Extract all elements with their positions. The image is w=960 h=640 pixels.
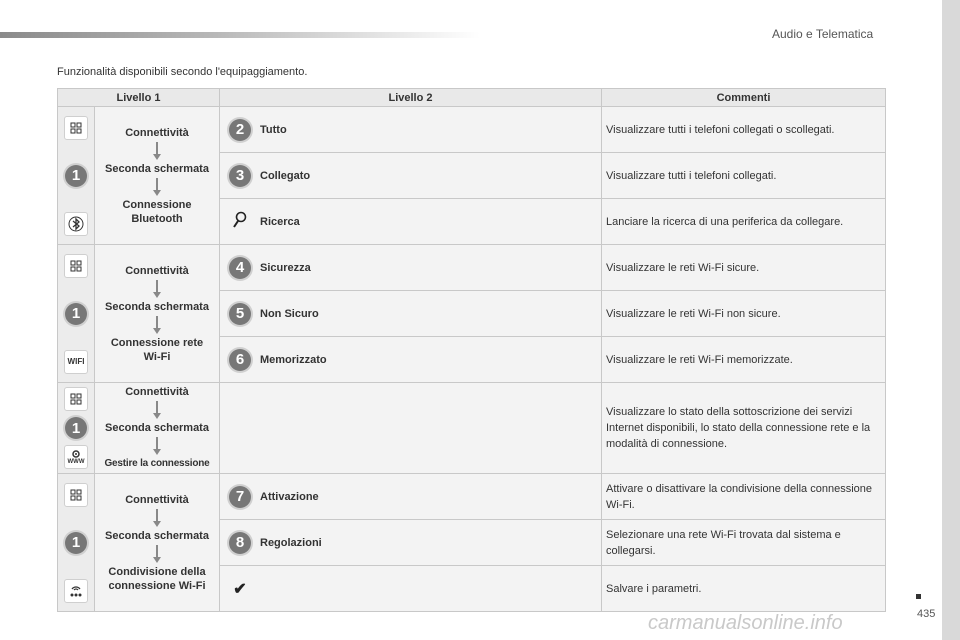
comment-cell: Visualizzare tutti i telefoni collegati o scollegati.: [602, 107, 886, 153]
level2-label: Non Sicuro: [260, 307, 319, 320]
flow-step-bluetooth: Connessione Bluetooth: [122, 198, 192, 225]
level1-flow: [95, 245, 220, 383]
section-title: Audio e Telematica: [772, 27, 874, 41]
wifi-icon-label: WIFI: [67, 357, 85, 366]
flow-step-seconda-schermata: Seconda schermata: [105, 422, 209, 434]
level2-label: Collegato: [260, 169, 311, 182]
comment-cell: Visualizzare le reti Wi-Fi non sicure.: [602, 291, 886, 337]
comment-cell: Selezionare una rete Wi-Fi trovata dal sistema e collegarsi.: [602, 520, 886, 566]
level2-cell: [220, 566, 602, 612]
hotspot-icon: [64, 579, 88, 603]
level1-flow: [95, 474, 220, 612]
step-badge: 4: [229, 257, 251, 279]
level2-cell: [220, 474, 602, 520]
level2-cell: [220, 153, 602, 199]
comment-cell: Salvare i parametri.: [602, 566, 886, 612]
grid-icon: [64, 483, 88, 507]
comment-cell: Visualizzare le reti Wi-Fi memorizzate.: [602, 337, 886, 383]
page-edge-strip: [942, 0, 960, 640]
flow-step-gestire-connessione: Gestire la connessione: [104, 458, 210, 469]
arrow-down-icon: [95, 545, 219, 563]
arrow-down-icon: [95, 509, 219, 527]
comment-cell: Attivare o disattivare la condivisione della connessione Wi-Fi.: [602, 474, 886, 520]
intro-text: Funzionalità disponibili secondo l'equipaggiamento.: [57, 66, 308, 78]
step-badge: 6: [229, 349, 251, 371]
table-row: [58, 383, 886, 474]
level2-cell: [220, 245, 602, 291]
step-badge: 3: [229, 165, 251, 187]
flow-step-connettivita: Connettività: [125, 126, 189, 139]
wifi-icon: [64, 350, 88, 374]
comment-cell: Visualizzare lo stato della sottoscrizione dei servizi Internet disponibili, lo stato della connessione rete e la modalità di connessione.: [602, 383, 886, 474]
step-badge: 8: [229, 532, 251, 554]
grid-icon: [64, 116, 88, 140]
www-icon-label: WWW: [67, 459, 85, 465]
comment-cell: Visualizzare le reti Wi-Fi sicure.: [602, 245, 886, 291]
page-number: 435: [917, 608, 936, 620]
level2-cell: [220, 199, 602, 245]
level2-label: Regolazioni: [260, 536, 322, 549]
step-badge: 2: [229, 119, 251, 141]
level1-icons: [58, 245, 95, 383]
level2-cell: [220, 107, 602, 153]
header-level1: Livello 1: [58, 89, 220, 107]
step-badge: 5: [229, 303, 251, 325]
flow-step-seconda-schermata: Seconda schermata: [105, 162, 209, 175]
arrow-down-icon: [95, 437, 219, 455]
settings-table: [57, 88, 886, 612]
watermark: carmanualsonline.info: [648, 612, 843, 634]
arrow-down-icon: [95, 178, 219, 196]
level2-label: Tutto: [260, 123, 287, 136]
level2-cell: [220, 383, 602, 474]
level2-cell: [220, 520, 602, 566]
level2-cell: [220, 337, 602, 383]
level2-label: Ricerca: [260, 215, 300, 228]
page-marker: [916, 594, 921, 599]
search-icon: [232, 211, 248, 232]
flow-step-connettivita: Connettività: [125, 264, 189, 277]
level2-label: Sicurezza: [260, 261, 311, 274]
header-bar: [0, 32, 480, 38]
table-row: [58, 474, 886, 520]
level2-label: Memorizzato: [260, 353, 327, 366]
flow-step-seconda-schermata: Seconda schermata: [105, 529, 209, 542]
header-comments: Commenti: [602, 89, 886, 107]
level1-icons: [58, 474, 95, 612]
flow-step-wifi: Connessione rete Wi-Fi: [110, 336, 204, 363]
level1-flow: [95, 107, 220, 245]
flow-step-seconda-schermata: Seconda schermata: [105, 300, 209, 313]
table-row: [58, 107, 886, 153]
level1-icons: [58, 383, 95, 474]
www-gear-icon: [64, 445, 88, 469]
level2-cell: [220, 291, 602, 337]
arrow-down-icon: [95, 142, 219, 160]
step-badge: 1: [65, 532, 87, 554]
table-row: [58, 245, 886, 291]
flow-step-connettivita: Connettività: [125, 386, 189, 398]
step-badge: 1: [65, 165, 87, 187]
step-badge: 1: [65, 303, 87, 325]
level1-flow: [95, 383, 220, 474]
flow-step-connettivita: Connettività: [125, 493, 189, 506]
level2-label: Attivazione: [260, 490, 319, 503]
grid-icon: [64, 387, 88, 411]
level1-icons: [58, 107, 95, 245]
comment-cell: Lanciare la ricerca di una periferica da collegare.: [602, 199, 886, 245]
comment-cell: Visualizzare tutti i telefoni collegati.: [602, 153, 886, 199]
arrow-down-icon: [95, 401, 219, 419]
step-badge: 7: [229, 486, 251, 508]
header-level2: Livello 2: [220, 89, 602, 107]
step-badge: 1: [65, 417, 87, 439]
arrow-down-icon: [95, 280, 219, 298]
flow-step-condivisione: Condivisione della connessione Wi-Fi: [108, 565, 206, 592]
arrow-down-icon: [95, 316, 219, 334]
checkmark-icon: ✔: [233, 580, 247, 598]
bluetooth-icon: [64, 212, 88, 236]
grid-icon: [64, 254, 88, 278]
